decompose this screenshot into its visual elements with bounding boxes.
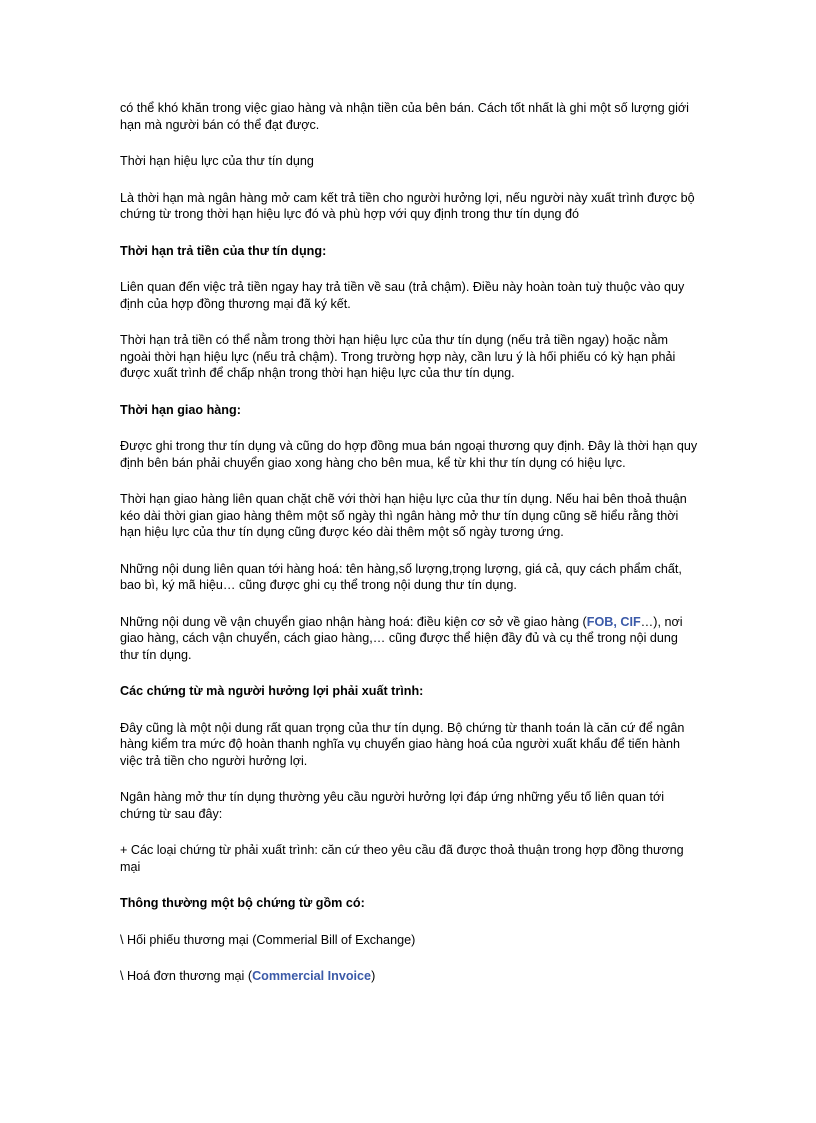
invoice-text-a: \ Hoá đơn thương mại (: [120, 969, 253, 983]
paragraph-validity: Là thời hạn mà ngân hàng mở cam kết trả tiền cho người hưởng lợi, nếu người này xuất trình được bộ chứng từ trong thời hạn hiệu lực đó và phù hợp với quy định trong thư tín dụng đó: [120, 190, 695, 221]
paragraph-validity-title: Thời hạn hiệu lực của thư tín dụng: [120, 154, 314, 168]
list-item-bill-of-exchange: \ Hối phiếu thương mại (Commerial Bill of Exchange): [120, 932, 416, 947]
paragraph-goods: Những nội dung liên quan tới hàng hoá: tên hàng,số lượng,trọng lượng, giá cả, quy cách phẩm chất, bao bì, ký mã hiệu… cũng được ghi cụ thể trong nội dung thư tín dụng.: [120, 561, 682, 592]
commercial-invoice-link[interactable]: Commercial Invoice: [252, 969, 372, 983]
paragraph-transport: [120, 614, 698, 664]
paragraph-delivery-2: Thời hạn giao hàng liên quan chặt chẽ với thời hạn hiệu lực của thư tín dụng. Nếu hai bên thoả thuận kéo dài thời gian giao hàng thêm một số ngày thì ngân hàng mở thư tín dụng cũng sẽ hiểu rằng thời hạn hiệu lực của thư tín dụng cũng được kéo dài thêm một số ngày tương ứng.: [120, 492, 687, 539]
document-page: [120, 100, 698, 985]
paragraph-intro: có thể khó khăn trong việc giao hàng và nhận tiền của bên bán. Cách tốt nhất là ghi một số lượng giới hạn mà người bán có thể đạt được.: [120, 101, 689, 132]
paragraph-payment-2: Thời hạn trả tiền có thể nằm trong thời hạn hiệu lực của thư tín dụng (nếu trả tiền ngay) hoặc nằm ngoài thời hạn hiệu lực (nếu trả chậm). Trong trường hợp này, cần lưu ý là hối phiếu có kỳ hạn phải được xuất trình để chấp nhận trong thời hạn hiệu lực của thư tín dụng.: [120, 333, 676, 380]
fob-link[interactable]: FOB,: [586, 614, 617, 629]
paragraph-payment-1: Liên quan đến việc trả tiền ngay hay trả tiền về sau (trả chậm). Điều này hoàn toàn tuỳ thuộc vào quy định của hợp đồng thương mại đã ký kết.: [120, 280, 685, 311]
heading-payment-term: Thời hạn trả tiền của thư tín dụng:: [120, 243, 327, 258]
heading-documents: Các chứng từ mà người hưởng lợi phải xuất trình:: [120, 684, 424, 698]
paragraph-documents-2: Ngân hàng mở thư tín dụng thường yêu cầu người hưởng lợi đáp ứng những yếu tố liên quan tới chứng từ sau đây:: [120, 790, 665, 821]
invoice-text-b: ): [371, 969, 376, 983]
cif-link[interactable]: CIF: [620, 614, 641, 629]
transport-text-a: Những nội dung về vận chuyển giao nhận hàng hoá: điều kiện cơ sở về giao hàng (: [120, 614, 587, 629]
heading-delivery-term: Thời hạn giao hàng:: [120, 402, 241, 417]
list-item-commercial-invoice: [120, 968, 698, 985]
paragraph-documents-3: + Các loại chứng từ phải xuất trình: căn cứ theo yêu cầu đã được thoả thuận trong hợp đồng thương mại: [120, 843, 684, 874]
paragraph-delivery-1: Được ghi trong thư tín dụng và cũng do hợp đồng mua bán ngoại thương quy định. Đây là thời hạn quy định bên bán phải chuyển giao xong hàng cho bên mua, kể từ khi thư tín dụng có hiệu lực.: [120, 439, 698, 470]
paragraph-documents-1: Đây cũng là một nội dung rất quan trọng của thư tín dụng. Bộ chứng từ thanh toán là căn cứ để ngân hàng kiểm tra mức độ hoàn thanh nghĩa vụ chuyển giao hàng hoá của người xuất khẩu để tiến hành việc trả tiền cho người hưởng lợi.: [120, 720, 685, 768]
transport-text-c: …), nơi giao hàng, cách vận chuyển, cách giao hàng,… cũng được thể hiện đầy đủ và cụ thể trong nội dung thư tín dụng.: [120, 614, 683, 662]
heading-document-set: Thông thường một bộ chứng từ gồm có:: [120, 896, 365, 910]
